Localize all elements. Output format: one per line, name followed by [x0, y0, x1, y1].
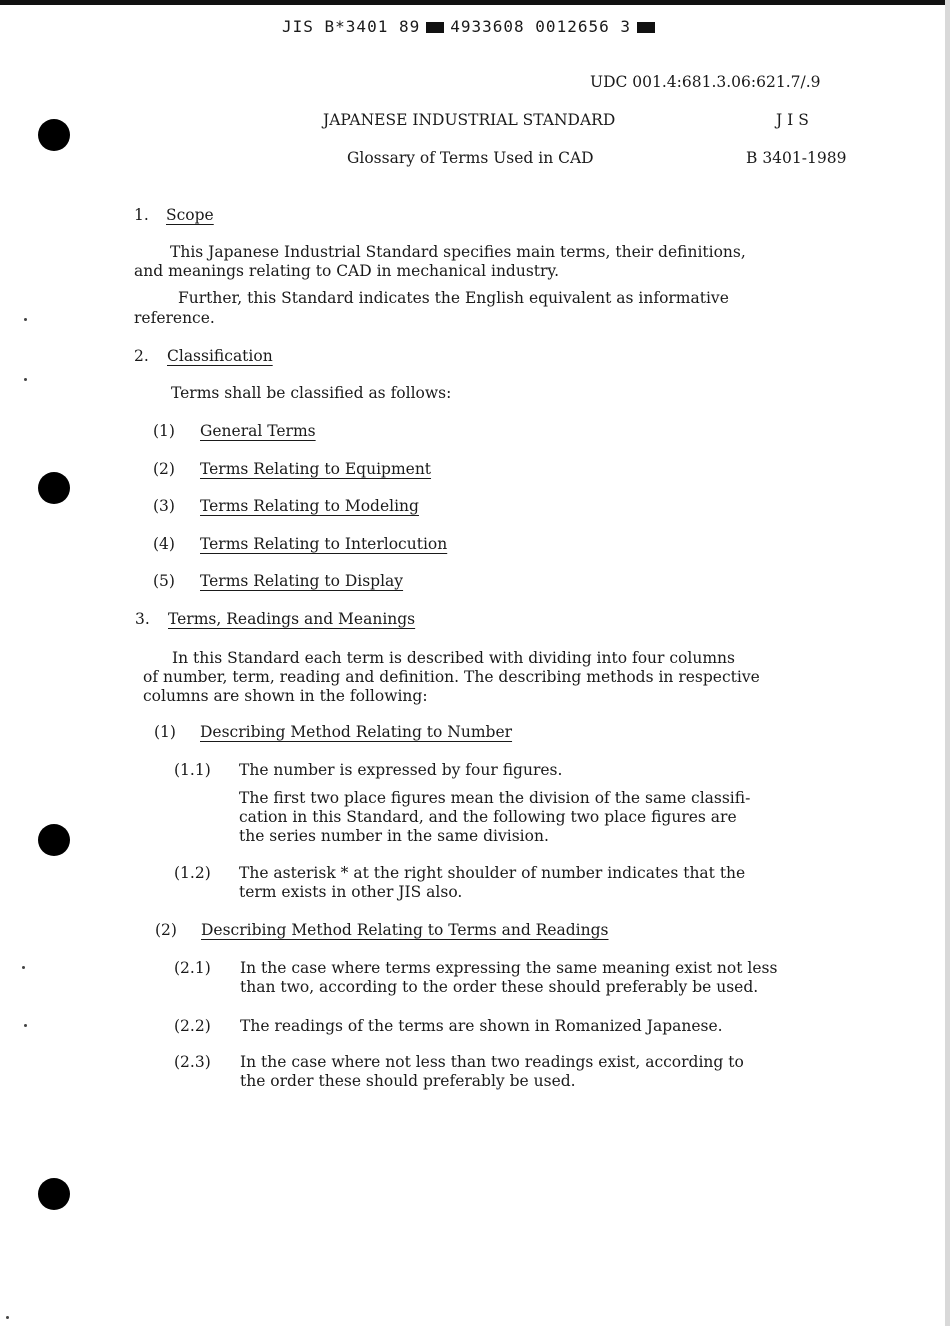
item-1-1-text: The first two place figures mean the division of the same classifi-	[239, 789, 751, 807]
item-1-2-number: (1.2)	[174, 864, 211, 882]
classification-item-number: (5)	[153, 572, 175, 590]
item-2-1-number: (2.1)	[174, 959, 211, 977]
section-2-number: 2.	[134, 347, 149, 365]
section-2-title: Classification	[167, 347, 273, 365]
classification-item-label: General Terms	[200, 422, 316, 440]
classification-item-number: (1)	[153, 422, 175, 440]
section-1-paragraph-line: This Japanese Industrial Standard specifies main terms, their definitions,	[170, 243, 746, 261]
punch-hole-4	[38, 1178, 70, 1210]
scan-speck	[24, 1024, 27, 1027]
redaction-block	[426, 22, 444, 33]
scan-speck	[24, 378, 27, 381]
classification-item-number: (2)	[153, 460, 175, 478]
punch-hole-3	[38, 824, 70, 856]
classification-item-label: Terms Relating to Interlocution	[200, 535, 448, 553]
item-2-3-number: (2.3)	[174, 1053, 211, 1071]
header-code-part2: 4933608 0012656 3	[450, 17, 631, 36]
item-2-2-text: The readings of the terms are shown in Romanized Japanese.	[240, 1017, 723, 1035]
subsection-2-number: (2)	[155, 921, 177, 939]
section-1-number: 1.	[134, 206, 149, 224]
item-1-1-text: The number is expressed by four figures.	[239, 761, 563, 779]
section-1-paragraph-line: reference.	[134, 309, 215, 327]
item-2-1-text: In the case where terms expressing the same meaning exist not less	[240, 959, 778, 977]
item-1-2-text: The asterisk * at the right shoulder of number indicates that the	[239, 864, 746, 882]
top-scan-border	[0, 0, 950, 5]
item-1-1-text: the series number in the same division.	[239, 827, 549, 845]
section-1-paragraph-line: Further, this Standard indicates the English equivalent as informative	[178, 289, 729, 307]
classification-item-number: (3)	[153, 497, 175, 515]
jis-mark: J I S	[776, 111, 809, 129]
classification-item-label: Terms Relating to Modeling	[200, 497, 419, 515]
item-1-1-number: (1.1)	[174, 761, 211, 779]
scan-speck	[22, 966, 25, 969]
section-2-intro: Terms shall be classified as follows:	[171, 384, 452, 402]
item-2-2-number: (2.2)	[174, 1017, 211, 1035]
section-3-intro-line: of number, term, reading and definition. The describing methods in respective	[143, 668, 760, 686]
section-3-title: Terms, Readings and Meanings	[168, 610, 416, 628]
section-3-number: 3.	[135, 610, 150, 628]
section-3-intro-line: columns are shown in the following:	[143, 687, 428, 705]
punch-hole-2	[38, 472, 70, 504]
subsection-2-title: Describing Method Relating to Terms and Readings	[201, 921, 609, 939]
item-1-2-text: term exists in other JIS also.	[239, 883, 463, 901]
item-1-1-text: cation in this Standard, and the following two place figures are	[239, 808, 737, 826]
section-3-intro-line: In this Standard each term is described with dividing into four columns	[172, 649, 735, 667]
subsection-1-title: Describing Method Relating to Number	[200, 723, 513, 741]
section-1-paragraph-line: and meanings relating to CAD in mechanical industry.	[134, 262, 560, 280]
classification-item-label: Terms Relating to Display	[200, 572, 404, 590]
header-code-part1: JIS B*3401 89	[282, 17, 421, 36]
classification-item-number: (4)	[153, 535, 175, 553]
right-scan-border	[945, 0, 950, 1326]
item-2-3-text: the order these should preferably be used.	[240, 1072, 576, 1090]
document-title: Glossary of Terms Used in CAD	[347, 149, 594, 167]
section-1-title: Scope	[166, 206, 214, 224]
item-2-3-text: In the case where not less than two readings exist, according to	[240, 1053, 744, 1071]
scan-speck	[24, 318, 27, 321]
standard-organization: JAPANESE INDUSTRIAL STANDARD	[323, 111, 616, 129]
item-2-1-text: than two, according to the order these should preferably be used.	[240, 978, 759, 996]
udc-code: UDC 001.4:681.3.06:621.7/.9	[590, 73, 821, 91]
classification-item-label: Terms Relating to Equipment	[200, 460, 432, 478]
scan-speck	[6, 1316, 9, 1319]
subsection-1-number: (1)	[154, 723, 176, 741]
punch-hole-1	[38, 119, 70, 151]
document-number: B 3401-1989	[746, 149, 847, 167]
redaction-block	[637, 22, 655, 33]
document-header-code	[282, 17, 661, 36]
